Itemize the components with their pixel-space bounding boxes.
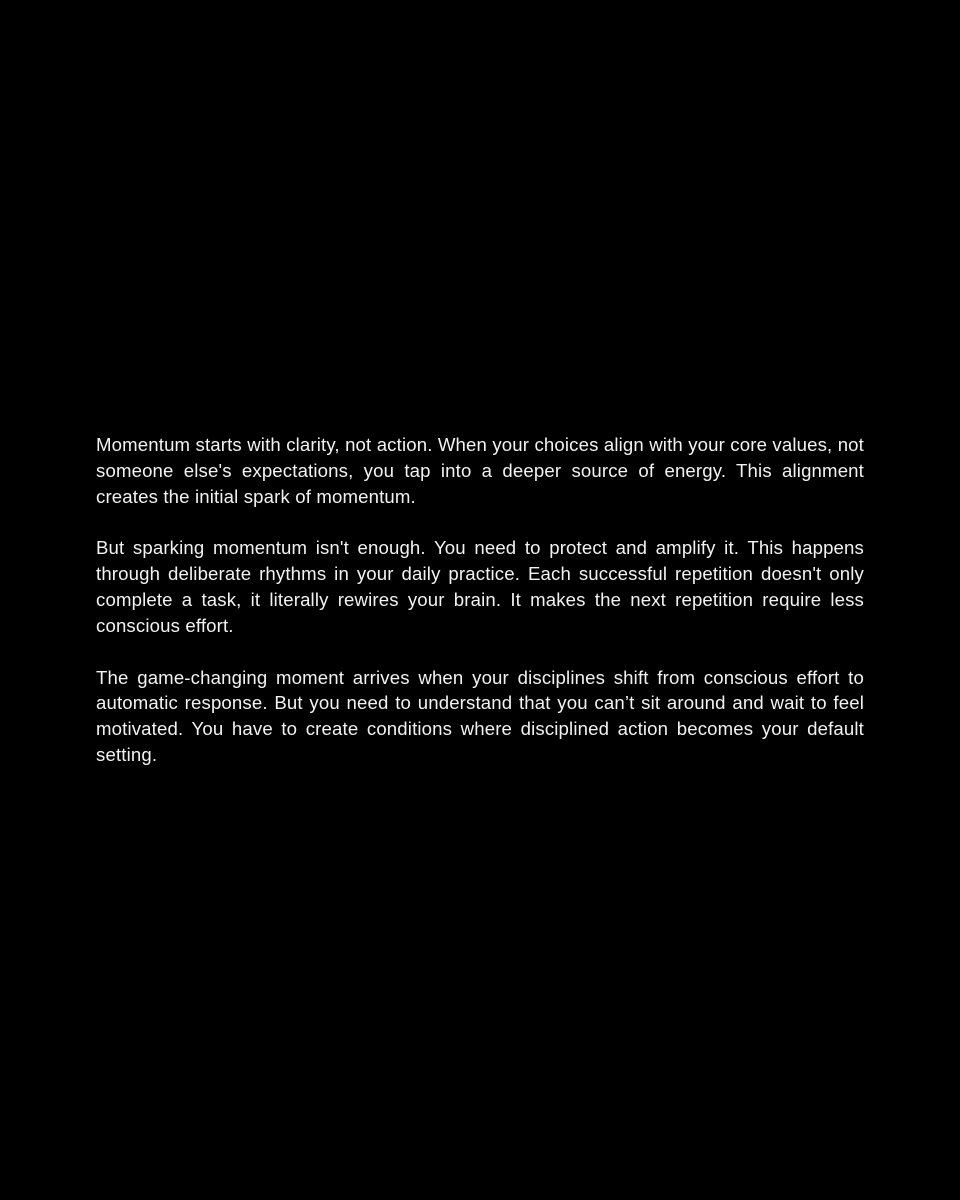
paragraph-3: The game-changing moment arrives when your disciplines shift from conscious effort to automatic response. But you need to understand that you can’t sit around and wait to feel motivated. You have to create conditions where disciplined action becomes your default setting. xyxy=(96,666,864,765)
paragraph-2: But sparking momentum isn't enough. You need to protect and amplify it. This happens through deliberate rhythms in your daily practice. Each successful repetition doesn't only complete a task, it literally rewires your brain. It makes the next repetition require less conscious effort. xyxy=(96,537,864,636)
body-text xyxy=(96,432,864,768)
paragraph-1: Momentum starts with clarity, not action. When your choices align with your core values, not someone else's expectations, you tap into a deeper source of energy. This alignment creates the initial spark of momentum. xyxy=(96,434,864,507)
